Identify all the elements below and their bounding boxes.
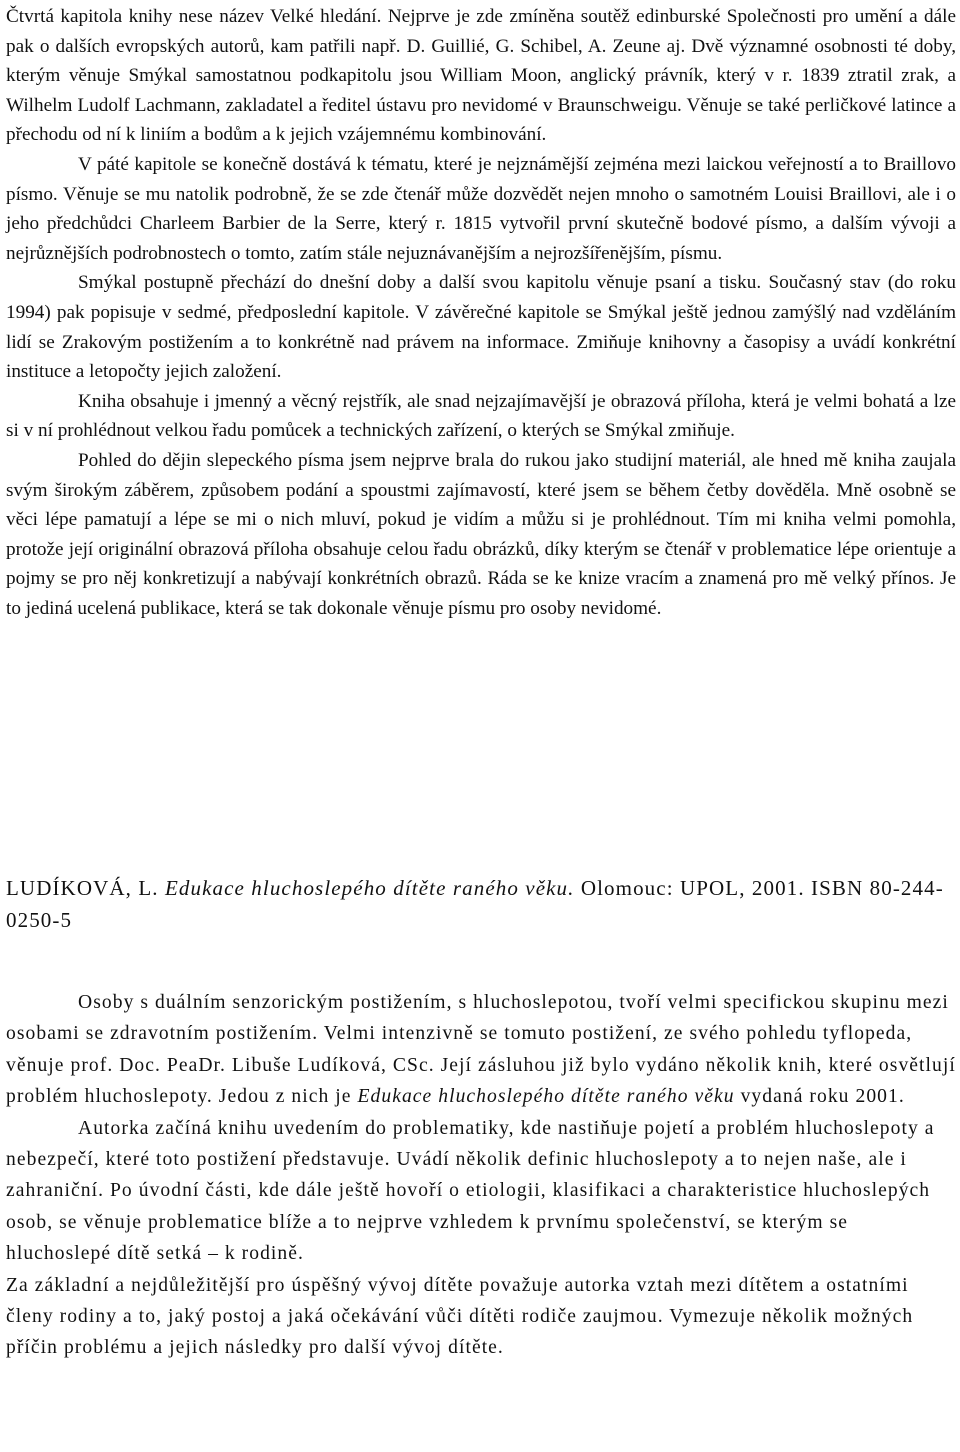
paragraph: Smýkal postupně přechází do dnešní doby a další svou kapitolu věnuje psaní a tisku. Současný stav (do roku 1994) pak popisuje v sedmé, předposlední kapitole. V závěrečné kapitole se Smýkal ještě jednou zamýšlý nad vzděláním lidí se Zrakovým postižením a to konkrétně nad právem na informace. Zmiňuje knihovny a časopisy a uvádí konkrétní instituce a letopočty jejich založení.	[6, 272, 956, 383]
citation-author: LUDÍKOVÁ, L.	[6, 876, 159, 900]
paragraph: Čtvrtá kapitola knihy nese název Velké hledání. Nejprve je zde zmíněna soutěž edinburské Společnosti pro umění a dále pak o dalších evropských autorů, kam patřili např. D. Guillié, G. Schibel, A. Zeune aj. Dvě významné osobnosti té doby, kterým věnuje Smýkal samostatnou podkapitolu jsou William Moon, anglický právník, který v r. 1839 ztratil zrak, a Wilhelm Ludolf Lachmann, zakladatel a ředitel ústavu pro nevidomé v Braunschweigu. Věnuje se také perličkové latince a přechodu od ní k liniím a bodům a k jejich vzájemnému kombinování.	[6, 6, 956, 146]
citation-title: Edukace hluchoslepého dítěte raného věku.	[164, 876, 575, 900]
paragraph: Pohled do dějin slepeckého písma jsem nejprve brala do rukou jako studijní materiál, ale hned mě kniha zaujala svým širokým záběrem, způsobem podání a spoustmi zajímavostí, které jsem se během četby dověděla. Mně osobně se věci lépe pamatují a lépe se mi o nich mluví, pokud je vidím a můžu si je prohlédnout. Tím mi kniha velmi pomohla, protože její originální obrazová příloha obsahuje celou řadu obrázků, díky kterým se čtenář v problematice lépe orientuje a pojmy se pro něj konkretizují a nabývají konkrétních obrazů. Ráda se ke knize vracím a znamená pro mě velký přínos. Je to jediná ucelená publikace, která se tak dokonale věnuje písmu pro osoby nevidomé.	[6, 449, 956, 619]
paragraph-text: Osoby s duálním senzorickým postižením, s hluchoslepotou, tvoří velmi specifickou skupinu mezi osobami se zdravotním postižením. Velmi intenzivně se tomuto postižení, ze svého pohledu tyflopeda, věnuje prof. Doc. PeaDr. Libuše Ludíková, CSc. Její zásluhou již bylo vydáno několik knih, které osvětlují problém hluchoslepoty. Jedou z nich je	[6, 992, 956, 1108]
paragraph: Autorka začíná knihu uvedením do problematiky, kde nastiňuje pojetí a problém hluchoslepoty a nebezpečí, které toto postižení představuje. Uvádí několik definic hluchoslepoty a to nejen naše, ale i zahraniční. Po úvodní části, kde dále ještě hovoří o etiologii, klasifikaci a charakteristice hluchoslepých osob, se věnuje problematice blíže a to nejprve vzhledem k prvnímu společenství, se kterým se hluchoslepé dítě setká – k rodině.	[6, 1117, 935, 1265]
review-smykal-text	[6, 2, 956, 623]
paragraph: Za základní a nejdůležitější pro úspěšný vývoj dítěte považuje autorka vztah mezi dítětem a ostatními členy rodiny a to, jaký postoj a jaká očekávání vůči dítěti rodiče zaujmou. Vymezuje několik možných příčin problému a jejich následky pro další vývoj dítěte.	[6, 1274, 914, 1359]
bibliographic-citation	[6, 872, 956, 936]
paragraph	[6, 987, 956, 1113]
paragraph: V páté kapitole se konečně dostává k tématu, které je nejznámější zejména mezi laickou veřejností a to Braillovo písmo. Věnuje se mu natolik podrobně, že se zde čtenář může dozvědět nejen mnoho o samotném Louisi Braillovi, ale i o jeho předchůdci Charleem Barbier de la Serre, který r. 1815 vytvořil první skutečně bodové písmo, a dalším vývoji a nejrůznějších podrobnostech o tomto, zatím stále nejuznávanějším a nejrozšířenějším, písmu.	[6, 153, 956, 264]
book-title: Edukace hluchoslepého dítěte raného věku	[357, 1086, 735, 1108]
paragraph: Kniha obsahuje i jmenný a věcný rejstřík, ale snad nejzajímavější je obrazová příloha, která je velmi bohatá a lze si v ní prohlédnout velkou řadu pomůcek a technických zařízení, o kterých se Smýkal zmiňuje.	[6, 390, 956, 442]
citation-publication: Olomouc: UPOL, 2001. ISBN 80-244-0250-5	[6, 876, 944, 932]
paragraph-text: vydaná roku 2001.	[734, 1086, 905, 1108]
review-ludikova-text	[6, 987, 956, 1364]
